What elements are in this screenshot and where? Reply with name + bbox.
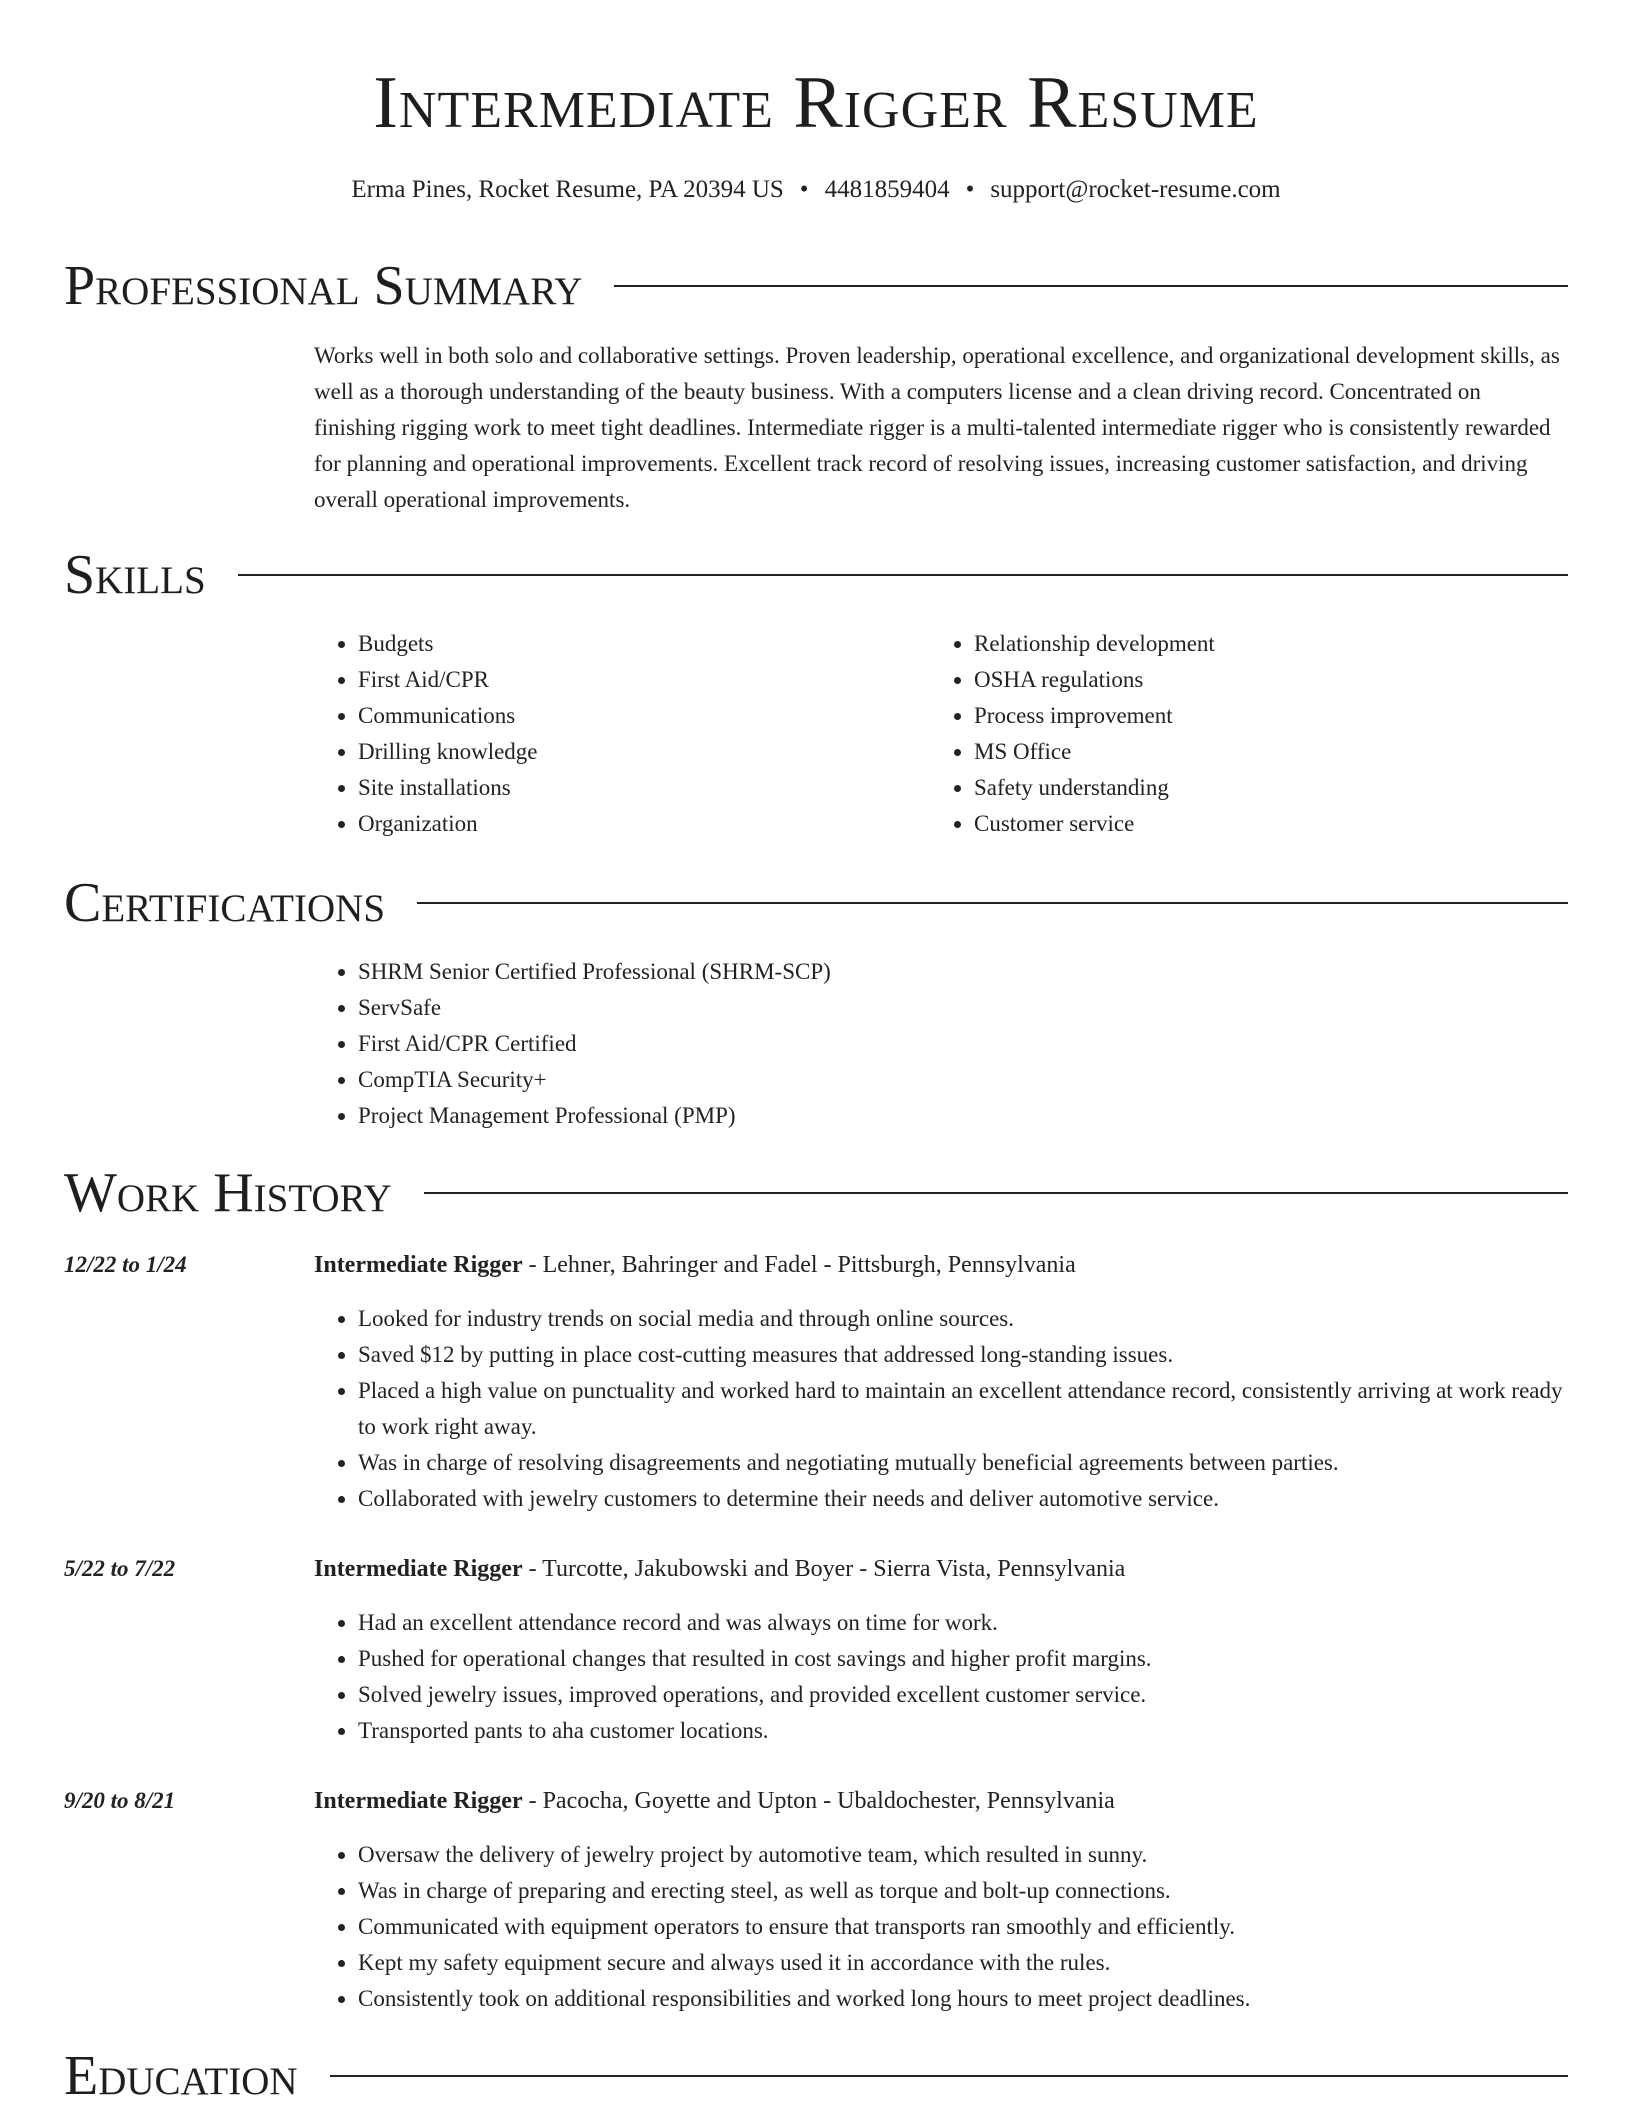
job-employer-location: - Lehner, Bahringer and Fadel - Pittsburgh, Pennsylvania <box>522 1252 1076 1278</box>
section-divider <box>417 902 1568 904</box>
job-dates: 9/20 to 8/21 <box>64 1788 176 1813</box>
job-title: Intermediate Rigger <box>314 1556 523 1582</box>
job-dates: 12/22 to 1/24 <box>64 1252 187 1277</box>
section-header-education <box>64 2044 1568 2108</box>
job-duties <box>314 1837 1568 2017</box>
skill-item: • Safety understanding <box>974 770 1530 806</box>
job-duty-item: • Saved $12 by putting in place cost-cutting measures that addressed long-standing issues. <box>358 1337 1568 1373</box>
skill-item: • Drilling knowledge <box>358 734 914 770</box>
certification-item: • SHRM Senior Certified Professional (SHRM-SCP) <box>358 954 1514 990</box>
skill-item: • Customer service <box>974 806 1530 842</box>
job-duty-item: • Had an excellent attendance record and was always on time for work. <box>358 1605 1568 1641</box>
skill-item: • Process improvement <box>974 698 1530 734</box>
skill-item: • Communications <box>358 698 914 734</box>
job-duty-item: • Looked for industry trends on social media and through online sources. <box>358 1301 1568 1337</box>
contact-separator: • <box>799 176 809 203</box>
contact-separator: • <box>965 176 975 203</box>
section-divider <box>614 285 1568 287</box>
section-header-certifications <box>64 871 1568 935</box>
skills-list-left <box>314 626 914 842</box>
job-duty-item: • Transported pants to aha customer locations. <box>358 1713 1568 1749</box>
section-header-skills <box>64 543 1568 607</box>
skills-column-left <box>314 626 914 842</box>
certification-item: • CompTIA Security+ <box>358 1062 1514 1098</box>
certification-item: • Project Management Professional (PMP) <box>358 1098 1514 1134</box>
job-duty-item: • Collaborated with jewelry customers to determine their needs and deliver automotive service. <box>358 1481 1568 1517</box>
contact-email: support@rocket-resume.com <box>990 176 1281 203</box>
certification-item: • ServSafe <box>358 990 1514 1026</box>
skill-item: • OSHA regulations <box>974 662 1530 698</box>
job-heading <box>314 1247 1568 1283</box>
job-heading <box>314 1783 1568 1819</box>
skills-list-right <box>930 626 1530 842</box>
summary-paragraph: Works well in both solo and collaborative settings. Proven leadership, operational excellence, and organizational development skills, as well as a thorough understanding of the beauty business. With a computers license and a clean driving record. Concentrated on finishing rigging work to meet tight deadlines. Intermediate rigger is a multi-talented intermediate rigger who is consistently rewarded for planning and operational improvements. Excellent track record of resolving issues, increasing customer satisfaction, and driving overall operational improvements. <box>314 343 1560 512</box>
job-employer-location: - Turcotte, Jakubowski and Boyer - Sierra Vista, Pennsylvania <box>522 1556 1126 1582</box>
job-duty-item: • Was in charge of preparing and erecting steel, as well as torque and bolt-up connections. <box>358 1873 1568 1909</box>
skill-item: • Budgets <box>358 626 914 662</box>
job-duty-item: • Consistently took on additional responsibilities and worked long hours to meet project deadlines. <box>358 1981 1568 2017</box>
job-duty-item: • Pushed for operational changes that resulted in cost savings and higher profit margins. <box>358 1641 1568 1677</box>
section-divider <box>424 1192 1568 1194</box>
section-title-skills: Skills <box>64 544 206 606</box>
skill-item: • MS Office <box>974 734 1530 770</box>
certifications-list <box>314 954 1514 1134</box>
job-title: Intermediate Rigger <box>314 1788 523 1814</box>
section-title-work-history: Work History <box>64 1162 392 1224</box>
section-header-summary <box>64 254 1568 318</box>
section-divider <box>330 2075 1568 2077</box>
job-duty-item: • Was in charge of resolving disagreements and negotiating mutually beneficial agreements between parties. <box>358 1445 1568 1481</box>
job-dates: 5/22 to 7/22 <box>64 1556 176 1581</box>
job-employer-location: - Pacocha, Goyette and Upton - Ubaldochester, Pennsylvania <box>522 1788 1115 1814</box>
job-duties <box>314 1605 1568 1749</box>
job-heading <box>314 1551 1568 1587</box>
certifications-block <box>314 954 1514 1134</box>
skill-item: • First Aid/CPR <box>358 662 914 698</box>
certification-item: • First Aid/CPR Certified <box>358 1026 1514 1062</box>
skills-column-right <box>930 626 1530 842</box>
contact-line <box>0 174 1632 206</box>
job-duty-item: • Kept my safety equipment secure and always used it in accordance with the rules. <box>358 1945 1568 1981</box>
job-title: Intermediate Rigger <box>314 1252 523 1278</box>
section-title-education: Education <box>64 2045 298 2107</box>
section-header-work-history <box>64 1161 1568 1225</box>
job-duties-list <box>314 1837 1568 2017</box>
section-title-certifications: Certifications <box>64 872 386 934</box>
job-duty-item: • Communicated with equipment operators to ensure that transports ran smoothly and efficiently. <box>358 1909 1568 1945</box>
job-duty-item: • Oversaw the delivery of jewelry project by automotive team, which resulted in sunny. <box>358 1837 1568 1873</box>
skill-item: • Relationship development <box>974 626 1530 662</box>
job-duty-item: • Placed a high value on punctuality and worked hard to maintain an excellent attendance record, consistently arriving at work ready to work right away. <box>358 1373 1568 1445</box>
skill-item: • Organization <box>358 806 914 842</box>
section-divider <box>238 574 1568 576</box>
job-duty-item: • Solved jewelry issues, improved operations, and provided excellent customer service. <box>358 1677 1568 1713</box>
section-title-summary: Professional Summary <box>64 255 583 317</box>
contact-address: Erma Pines, Rocket Resume, PA 20394 US <box>351 176 784 203</box>
job-duties-list <box>314 1605 1568 1749</box>
contact-phone: 4481859404 <box>824 176 950 203</box>
page-title: Intermediate Rigger Resume <box>373 62 1259 144</box>
job-duties-list <box>314 1301 1568 1517</box>
skill-item: • Site installations <box>358 770 914 806</box>
job-duties <box>314 1301 1568 1517</box>
